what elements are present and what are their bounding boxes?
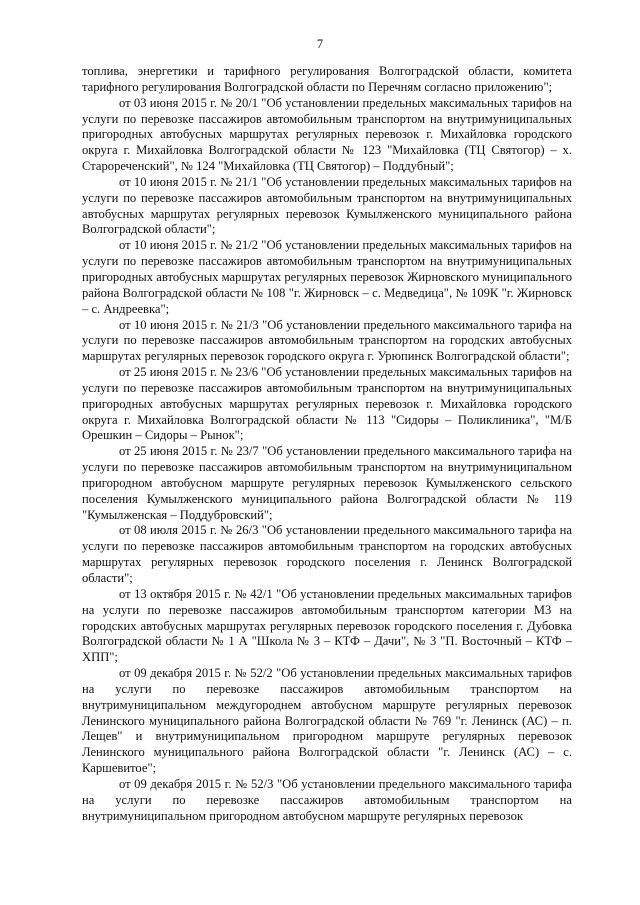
paragraph: от 09 декабря 2015 г. № 52/3 "Об установлении предельного максимального тарифа на услуги по перевозке пассажиров автомобильным транспортом на внутримуниципальном пригородном автобусном маршруте регулярных перевозок — [82, 776, 572, 823]
paragraph: от 10 июня 2015 г. № 21/3 "Об установлении предельного максимального тарифа на услуги по перевозке пассажиров автомобильным транспортом на городских автобусных маршрутах регулярных перевозок городского округа г. Урюпинск Волгоградской области"; — [82, 317, 572, 364]
paragraph: от 10 июня 2015 г. № 21/1 "Об установлении предельных максимальных тарифов на услуги по перевозке пассажиров автомобильным транспортом на внутримуниципальных автобусных маршрутах регулярных перевозок Кумылженского муниципального района Волгоградской области"; — [82, 174, 572, 237]
paragraph: от 03 июня 2015 г. № 20/1 "Об установлении предельных максимальных тарифов на услуги по перевозке пассажиров автомобильным транспортом на внутримуниципальных пригородных автобусных маршрутах регулярных перевозок г. Михайловка городского округа г. Михайловка Волгоградской области № 123 "Михайловка (ТЦ Святогор) – х. Старореченский", № 124 "Михайловка (ТЦ Святогор) – Поддубный"; — [82, 95, 572, 174]
document-body — [82, 64, 572, 825]
paragraph: от 10 июня 2015 г. № 21/2 "Об установлении предельных максимальных тарифов на услуги по перевозке пассажиров автомобильным транспортом на внутримуниципальных пригородных автобусных маршрутах регулярных перевозок Жирновского муниципального района Волгоградской области № 108 "г. Жирновск – с. Медведица", № 109К "г. Жирновск – с. Андреевка"; — [82, 238, 572, 316]
paragraph: от 25 июня 2015 г. № 23/6 "Об установлении предельных максимальных тарифов на услуги по перевозке пассажиров автомобильным транспортом на внутримуниципальных пригородных автобусных маршрутах регулярных перевозок г. Михайловка городского округа г. Михайловка Волгоградской области № 113 "Сидоры – Поликлиника", "М/Б Орешкин – Сидоры – Рынок"; — [82, 365, 572, 443]
page-number: 7 — [316, 37, 324, 51]
paragraph: от 09 декабря 2015 г. № 52/2 "Об установлении предельных максимальных тарифов на услуги по перевозке пассажиров автомобильным транспортом на внутримуниципальном междугороднем автобусном маршруте регулярных перевозок Ленинского муниципального района Волгоградской области № 769 "г. Ленинск (АС) – п. Лещев" и внутримуниципальном пригородном маршруте регулярных перевозок Ленинского муниципального района Волгоградской области "г. Ленинск (АС) – с. Каршевитое"; — [82, 666, 572, 776]
paragraph: от 13 октября 2015 г. № 42/1 "Об установлении предельных максимальных тарифов на услуги по перевозке пассажиров автомобильным транспортом категории М3 на городских автобусных маршрутах регулярных перевозок городского поселения г. Дубовка Волгоградской области № 1 А "Школа № 3 – КТФ – Дачи", № 3 "П. Восточный – КТФ – ХПП"; — [82, 586, 572, 665]
paragraph: от 08 июля 2015 г. № 26/3 "Об установлении предельного максимального тарифа на услуги по перевозке пассажиров автомобильным транспортом на городских автобусных маршрутах регулярных перевозок городского поселения г. Ленинск Волгоградской области"; — [82, 523, 572, 585]
paragraph: топлива, энергетики и тарифного регулирования Волгоградской области, комитета тарифного регулирования Волгоградской области по Перечням согласно приложению"; — [82, 64, 572, 94]
paragraph: от 25 июня 2015 г. № 23/7 "Об установлении предельного максимального тарифа на услуги по перевозке пассажиров автомобильным транспортом на внутримуниципальном пригородном автобусном маршруте регулярных перевозок Кумылженского сельского поселения Кумылженского муниципального района Волгоградской области № 119 "Кумылженская – Поддубровский"; — [82, 444, 572, 522]
